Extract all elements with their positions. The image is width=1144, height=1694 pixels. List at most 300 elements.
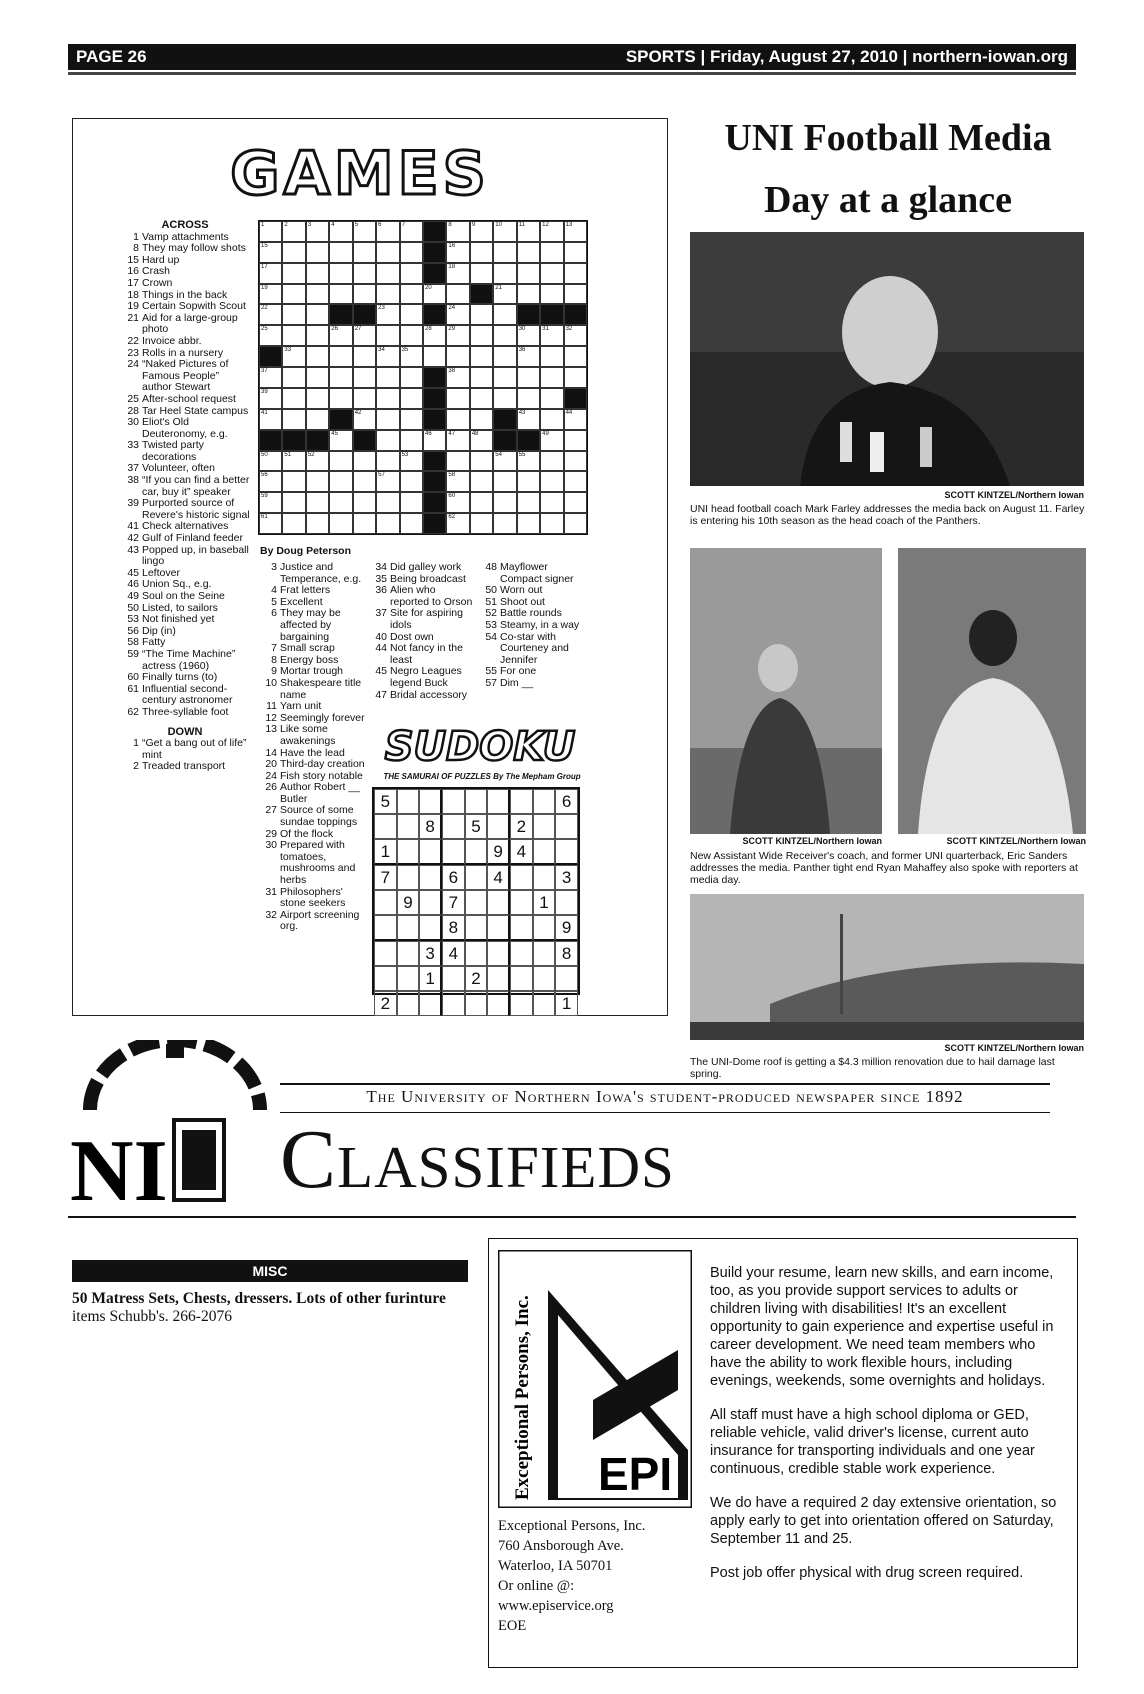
crossword-cell[interactable] bbox=[353, 451, 376, 472]
crossword-cell[interactable] bbox=[493, 451, 516, 472]
crossword-cell[interactable] bbox=[400, 304, 423, 325]
crossword-cell[interactable] bbox=[564, 284, 587, 305]
crossword-cell[interactable] bbox=[376, 221, 399, 242]
crossword-cell[interactable] bbox=[259, 325, 282, 346]
crossword-cell[interactable] bbox=[353, 263, 376, 284]
crossword-cell[interactable] bbox=[540, 388, 563, 409]
crossword-cell[interactable] bbox=[353, 242, 376, 263]
crossword-cell[interactable] bbox=[446, 284, 469, 305]
crossword-cell[interactable] bbox=[470, 471, 493, 492]
sudoku-cell[interactable] bbox=[555, 966, 578, 991]
sudoku-cell[interactable] bbox=[374, 814, 397, 839]
crossword-cell[interactable] bbox=[564, 430, 587, 451]
clue-text: Popped up, in baseball lingo bbox=[142, 543, 249, 568]
crossword-cell[interactable] bbox=[423, 284, 446, 305]
crossword-cell[interactable] bbox=[400, 451, 423, 472]
clue-text: Certain Sopwith Scout bbox=[142, 300, 246, 313]
crossword-cell[interactable] bbox=[400, 388, 423, 409]
sudoku-cell[interactable] bbox=[487, 991, 510, 1016]
crossword-cell[interactable] bbox=[282, 451, 305, 472]
crossword-cell[interactable] bbox=[564, 513, 587, 534]
sudoku-cell[interactable] bbox=[510, 966, 533, 991]
crossword-cell[interactable] bbox=[446, 471, 469, 492]
crossword-cell[interactable] bbox=[376, 325, 399, 346]
crossword-cell[interactable] bbox=[353, 388, 376, 409]
crossword-cell[interactable] bbox=[306, 451, 329, 472]
clue-number: 37 bbox=[375, 607, 387, 620]
masthead-tagline: The University of Northern Iowa's student-produced newspaper since 1892 bbox=[366, 1087, 964, 1106]
crossword-cell[interactable] bbox=[470, 451, 493, 472]
crossword-cell[interactable] bbox=[329, 492, 352, 513]
crossword-cell[interactable] bbox=[329, 388, 352, 409]
sudoku-cell[interactable] bbox=[374, 915, 397, 941]
sudoku-cell[interactable] bbox=[487, 789, 510, 814]
clue-text: Of the flock bbox=[280, 827, 334, 840]
sudoku-cell[interactable] bbox=[510, 789, 533, 814]
crossword-cell[interactable] bbox=[282, 513, 305, 534]
crossword-cell[interactable] bbox=[446, 367, 469, 388]
crossword-cell[interactable] bbox=[493, 263, 516, 284]
crossword-cell[interactable] bbox=[282, 367, 305, 388]
sudoku-cell[interactable] bbox=[510, 890, 533, 915]
sudoku-cell[interactable] bbox=[487, 915, 510, 941]
page-header-bar bbox=[68, 44, 1076, 70]
sudoku-cell[interactable] bbox=[510, 915, 533, 941]
crossword-cell[interactable] bbox=[470, 367, 493, 388]
crossword-cell[interactable] bbox=[400, 242, 423, 263]
sudoku-cell[interactable] bbox=[397, 789, 420, 814]
crossword-cell[interactable] bbox=[329, 242, 352, 263]
sudoku-cell[interactable] bbox=[533, 915, 556, 941]
clue-number: 53 bbox=[127, 613, 139, 626]
down-list-first bbox=[120, 738, 250, 773]
crossword-cell[interactable] bbox=[470, 430, 493, 451]
crossword-cell[interactable] bbox=[517, 346, 540, 367]
crossword-cell[interactable] bbox=[470, 492, 493, 513]
crossword-cell[interactable] bbox=[376, 263, 399, 284]
crossword-cell[interactable] bbox=[470, 409, 493, 430]
clue-text: Check alternatives bbox=[142, 520, 229, 533]
sudoku-cell: 4 bbox=[442, 941, 465, 966]
sudoku-cell[interactable] bbox=[533, 941, 556, 966]
crossword-cell[interactable] bbox=[423, 430, 446, 451]
crossword-cell[interactable] bbox=[306, 325, 329, 346]
crossword-cell[interactable] bbox=[517, 242, 540, 263]
crossword-cell[interactable] bbox=[353, 284, 376, 305]
crossword-cell[interactable] bbox=[540, 367, 563, 388]
crossword-cell[interactable] bbox=[400, 430, 423, 451]
crossword-cell[interactable] bbox=[564, 221, 587, 242]
clue-text: Yarn unit bbox=[280, 700, 322, 713]
clue-text: Battle rounds bbox=[500, 607, 562, 620]
crossword-cell[interactable] bbox=[540, 409, 563, 430]
crossword-cell-number: 55 bbox=[518, 451, 526, 458]
crossword-cell[interactable] bbox=[306, 388, 329, 409]
crossword-block bbox=[259, 430, 282, 451]
sudoku-cell[interactable] bbox=[419, 991, 442, 1016]
crossword-cell[interactable] bbox=[517, 284, 540, 305]
crossword-cell[interactable] bbox=[493, 388, 516, 409]
crossword-cell[interactable] bbox=[400, 346, 423, 367]
crossword-cell[interactable] bbox=[282, 471, 305, 492]
clue-text: Dip (in) bbox=[142, 624, 176, 637]
crossword-cell[interactable] bbox=[376, 451, 399, 472]
crossword-cell[interactable] bbox=[329, 367, 352, 388]
sudoku-cell[interactable] bbox=[442, 839, 465, 865]
crossword-cell[interactable] bbox=[517, 388, 540, 409]
crossword-cell[interactable] bbox=[446, 242, 469, 263]
crossword-cell[interactable] bbox=[306, 221, 329, 242]
sudoku-cell[interactable] bbox=[555, 814, 578, 839]
crossword-cell[interactable] bbox=[400, 263, 423, 284]
crossword-cell-number: 59 bbox=[261, 493, 268, 500]
sudoku-cell[interactable] bbox=[397, 865, 420, 890]
clue-text: Negro Leagues legend Buck bbox=[390, 665, 462, 689]
crossword-cell[interactable] bbox=[306, 284, 329, 305]
clue-text: Vamp attachments bbox=[142, 230, 229, 243]
crossword-cell[interactable] bbox=[470, 242, 493, 263]
sudoku-cell[interactable] bbox=[419, 915, 442, 941]
crossword-cell[interactable] bbox=[470, 221, 493, 242]
crossword-cell-number: 57 bbox=[378, 472, 385, 479]
crossword-cell[interactable] bbox=[329, 430, 352, 451]
crossword-cell[interactable] bbox=[376, 284, 399, 305]
sudoku-cell[interactable] bbox=[374, 890, 397, 915]
sudoku-cell[interactable] bbox=[465, 915, 488, 941]
epi-address bbox=[498, 1516, 698, 1636]
crossword-cell[interactable] bbox=[493, 304, 516, 325]
crossword-cell[interactable] bbox=[446, 325, 469, 346]
crossword-cell[interactable] bbox=[540, 284, 563, 305]
crossword-cell-number: 23 bbox=[378, 305, 385, 312]
crossword-cell[interactable] bbox=[470, 263, 493, 284]
crossword-clue bbox=[120, 336, 250, 348]
crossword-cell[interactable] bbox=[259, 513, 282, 534]
crossword-cell[interactable] bbox=[376, 409, 399, 430]
sudoku-cell[interactable] bbox=[555, 839, 578, 865]
sudoku-cell[interactable] bbox=[419, 890, 442, 915]
sudoku-cell[interactable] bbox=[465, 839, 488, 865]
clue-number: 55 bbox=[485, 665, 497, 678]
sudoku-cell[interactable] bbox=[419, 865, 442, 890]
sudoku-cell[interactable] bbox=[533, 991, 556, 1016]
crossword-cell[interactable] bbox=[259, 471, 282, 492]
clue-number: 42 bbox=[127, 532, 139, 545]
crossword-cell[interactable] bbox=[517, 263, 540, 284]
crossword-cell[interactable] bbox=[306, 513, 329, 534]
crossword-grid[interactable] bbox=[258, 220, 588, 535]
epi-address-line: Waterloo, IA 50701 bbox=[498, 1558, 613, 1574]
crossword-block bbox=[423, 471, 446, 492]
sudoku-cell[interactable] bbox=[555, 890, 578, 915]
crossword-block bbox=[423, 513, 446, 534]
clue-text: Like some awakenings bbox=[280, 723, 336, 747]
crossword-clue bbox=[258, 562, 366, 585]
crossword-cell[interactable] bbox=[446, 451, 469, 472]
sudoku-cell: 2 bbox=[465, 966, 488, 991]
clue-number: 19 bbox=[127, 300, 139, 313]
crossword-cell[interactable] bbox=[353, 346, 376, 367]
crossword-cell[interactable] bbox=[540, 346, 563, 367]
sudoku-cell[interactable] bbox=[397, 966, 420, 991]
sudoku-cell[interactable] bbox=[465, 789, 488, 814]
crossword-cell-number: 8 bbox=[448, 222, 452, 228]
sudoku-cell[interactable] bbox=[419, 839, 442, 865]
crossword-cell[interactable] bbox=[376, 242, 399, 263]
crossword-cell[interactable] bbox=[259, 492, 282, 513]
sudoku-cell[interactable] bbox=[397, 915, 420, 941]
crossword-cell[interactable] bbox=[517, 221, 540, 242]
crossword-clue bbox=[120, 591, 250, 603]
clue-number: 10 bbox=[265, 676, 277, 689]
crossword-cell[interactable] bbox=[540, 263, 563, 284]
crossword-cell[interactable] bbox=[353, 471, 376, 492]
photo4-credit: SCOTT KINTZEL/Northern Iowan bbox=[944, 1043, 1084, 1053]
crossword-cell[interactable] bbox=[517, 325, 540, 346]
sudoku-cell[interactable] bbox=[397, 941, 420, 966]
sudoku-cell[interactable] bbox=[374, 966, 397, 991]
crossword-cell[interactable] bbox=[353, 513, 376, 534]
crossword-cell[interactable] bbox=[446, 346, 469, 367]
crossword-cell[interactable] bbox=[564, 451, 587, 472]
sudoku-cell[interactable] bbox=[510, 865, 533, 890]
crossword-cell[interactable] bbox=[376, 513, 399, 534]
crossword-cell[interactable] bbox=[540, 325, 563, 346]
crossword-cell[interactable] bbox=[282, 242, 305, 263]
crossword-cell[interactable] bbox=[493, 242, 516, 263]
crossword-cell[interactable] bbox=[329, 346, 352, 367]
masthead-rule-top bbox=[280, 1083, 1050, 1085]
crossword-cell[interactable] bbox=[540, 242, 563, 263]
crossword-cell[interactable] bbox=[259, 221, 282, 242]
crossword-cell[interactable] bbox=[446, 409, 469, 430]
epi-para-4: Post job offer physical with drug screen required. bbox=[710, 1565, 1024, 1581]
crossword-cell[interactable] bbox=[517, 367, 540, 388]
crossword-cell[interactable] bbox=[259, 451, 282, 472]
crossword-cell[interactable] bbox=[400, 367, 423, 388]
crossword-cell[interactable] bbox=[470, 325, 493, 346]
crossword-cell[interactable] bbox=[282, 346, 305, 367]
crossword-cell[interactable] bbox=[540, 492, 563, 513]
clue-number: 44 bbox=[375, 642, 387, 655]
crossword-cell[interactable] bbox=[400, 221, 423, 242]
sudoku-cell[interactable] bbox=[465, 890, 488, 915]
sudoku-cell[interactable] bbox=[533, 865, 556, 890]
crossword-cell[interactable] bbox=[306, 367, 329, 388]
crossword-cell[interactable] bbox=[329, 284, 352, 305]
sudoku-cell: 1 bbox=[555, 991, 578, 1016]
crossword-cell[interactable] bbox=[259, 409, 282, 430]
crossword-cell[interactable] bbox=[493, 325, 516, 346]
crossword-cell-number: 17 bbox=[261, 263, 268, 270]
crossword-cell[interactable] bbox=[282, 263, 305, 284]
crossword-clue bbox=[120, 533, 250, 545]
sudoku-cell: 8 bbox=[555, 941, 578, 966]
crossword-clue bbox=[478, 678, 588, 690]
crossword-cell[interactable] bbox=[564, 263, 587, 284]
crossword-cell[interactable] bbox=[423, 325, 446, 346]
crossword-cell[interactable] bbox=[493, 284, 516, 305]
crossword-cell[interactable] bbox=[423, 346, 446, 367]
crossword-cell[interactable] bbox=[446, 492, 469, 513]
crossword-block bbox=[282, 430, 305, 451]
clue-text: After-school request bbox=[142, 392, 236, 405]
crossword-cell[interactable] bbox=[493, 221, 516, 242]
sudoku-cell[interactable] bbox=[533, 966, 556, 991]
crossword-cell[interactable] bbox=[282, 304, 305, 325]
crossword-cell[interactable] bbox=[329, 513, 352, 534]
crossword-cell[interactable] bbox=[376, 430, 399, 451]
crossword-cell[interactable] bbox=[446, 388, 469, 409]
sudoku-cell[interactable] bbox=[397, 814, 420, 839]
crossword-cell[interactable] bbox=[400, 471, 423, 492]
clue-number: 36 bbox=[375, 584, 387, 597]
crossword-clue bbox=[258, 643, 366, 655]
sudoku-cell[interactable] bbox=[533, 789, 556, 814]
sudoku-cell[interactable] bbox=[397, 839, 420, 865]
crossword-cell[interactable] bbox=[282, 325, 305, 346]
crossword-cell[interactable] bbox=[446, 263, 469, 284]
sudoku-cell[interactable] bbox=[397, 991, 420, 1016]
clue-text: Dim __ bbox=[500, 676, 534, 689]
crossword-cell[interactable] bbox=[564, 242, 587, 263]
crossword-cell[interactable] bbox=[306, 471, 329, 492]
crossword-cell[interactable] bbox=[353, 325, 376, 346]
crossword-cell[interactable] bbox=[259, 263, 282, 284]
crossword-cell[interactable] bbox=[446, 430, 469, 451]
crossword-cell[interactable] bbox=[517, 513, 540, 534]
crossword-cell[interactable] bbox=[400, 325, 423, 346]
crossword-cell[interactable] bbox=[564, 346, 587, 367]
sudoku-cell[interactable] bbox=[442, 966, 465, 991]
sudoku-cell[interactable] bbox=[487, 966, 510, 991]
classifieds-heading: Classifieds bbox=[280, 1113, 675, 1206]
sudoku-cell[interactable] bbox=[465, 991, 488, 1016]
crossword-cell[interactable] bbox=[517, 451, 540, 472]
sudoku-cell[interactable] bbox=[442, 814, 465, 839]
sudoku-cell[interactable] bbox=[442, 789, 465, 814]
crossword-cell[interactable] bbox=[470, 304, 493, 325]
sudoku-cell[interactable] bbox=[487, 814, 510, 839]
crossword-cell[interactable] bbox=[493, 346, 516, 367]
crossword-cell[interactable] bbox=[306, 492, 329, 513]
logo-letters: NI bbox=[70, 1123, 168, 1210]
crossword-cell[interactable] bbox=[470, 388, 493, 409]
crossword-cell[interactable] bbox=[282, 409, 305, 430]
crossword-cell[interactable] bbox=[329, 451, 352, 472]
crossword-cell[interactable] bbox=[376, 304, 399, 325]
crossword-cell[interactable] bbox=[353, 367, 376, 388]
crossword-cell[interactable] bbox=[282, 284, 305, 305]
clue-number: 3 bbox=[271, 561, 277, 573]
crossword-cell[interactable] bbox=[564, 409, 587, 430]
crossword-cell[interactable] bbox=[493, 367, 516, 388]
crossword-cell[interactable] bbox=[376, 367, 399, 388]
crossword-cell[interactable] bbox=[329, 263, 352, 284]
crossword-cell[interactable] bbox=[259, 242, 282, 263]
crossword-clue bbox=[120, 649, 250, 672]
sudoku-cell[interactable] bbox=[374, 941, 397, 966]
crossword-cell[interactable] bbox=[376, 346, 399, 367]
sudoku-cell[interactable] bbox=[465, 941, 488, 966]
crossword-cell[interactable] bbox=[353, 492, 376, 513]
crossword-cell[interactable] bbox=[259, 284, 282, 305]
sudoku-cell[interactable] bbox=[465, 865, 488, 890]
crossword-cell[interactable] bbox=[376, 471, 399, 492]
crossword-cell[interactable] bbox=[470, 513, 493, 534]
clue-number: 18 bbox=[127, 288, 139, 301]
crossword-cell[interactable] bbox=[376, 492, 399, 513]
crossword-cell[interactable] bbox=[540, 451, 563, 472]
crossword-cell[interactable] bbox=[446, 221, 469, 242]
crossword-cell[interactable] bbox=[493, 492, 516, 513]
crossword-cell[interactable] bbox=[564, 492, 587, 513]
sudoku-cell[interactable] bbox=[419, 789, 442, 814]
page-number: PAGE 26 bbox=[76, 47, 147, 66]
crossword-cell[interactable] bbox=[259, 388, 282, 409]
crossword-cell[interactable] bbox=[329, 221, 352, 242]
crossword-cell[interactable] bbox=[493, 471, 516, 492]
crossword-cell[interactable] bbox=[493, 513, 516, 534]
crossword-cell-number: 6 bbox=[378, 222, 382, 228]
crossword-cell[interactable] bbox=[306, 346, 329, 367]
crossword-cell[interactable] bbox=[400, 492, 423, 513]
crossword-cell[interactable] bbox=[564, 367, 587, 388]
crossword-cell[interactable] bbox=[540, 471, 563, 492]
crossword-cell[interactable] bbox=[306, 409, 329, 430]
crossword-cell[interactable] bbox=[446, 304, 469, 325]
crossword-cell[interactable] bbox=[564, 325, 587, 346]
crossword-cell[interactable] bbox=[282, 492, 305, 513]
clue-number: 57 bbox=[485, 676, 497, 689]
crossword-cell[interactable] bbox=[353, 409, 376, 430]
crossword-cell[interactable] bbox=[517, 409, 540, 430]
sudoku-cell[interactable] bbox=[442, 991, 465, 1016]
sudoku-cell[interactable] bbox=[510, 991, 533, 1016]
crossword-cell[interactable] bbox=[306, 304, 329, 325]
sudoku-cell[interactable] bbox=[510, 941, 533, 966]
sudoku-cell[interactable] bbox=[487, 890, 510, 915]
crossword-cell[interactable] bbox=[282, 388, 305, 409]
crossword-cell[interactable] bbox=[353, 221, 376, 242]
crossword-cell[interactable] bbox=[282, 221, 305, 242]
sudoku-grid[interactable] bbox=[372, 787, 580, 1013]
sudoku-cell[interactable] bbox=[533, 814, 556, 839]
sudoku-cell: 8 bbox=[419, 814, 442, 839]
crossword-cell[interactable] bbox=[259, 367, 282, 388]
sudoku-cell[interactable] bbox=[533, 839, 556, 865]
crossword-cell[interactable] bbox=[446, 513, 469, 534]
crossword-cell[interactable] bbox=[400, 513, 423, 534]
sudoku-cell[interactable] bbox=[487, 941, 510, 966]
crossword-cell[interactable] bbox=[400, 409, 423, 430]
sudoku-cell: 9 bbox=[397, 890, 420, 915]
crossword-cell[interactable] bbox=[470, 346, 493, 367]
crossword-cell[interactable] bbox=[517, 492, 540, 513]
crossword-cell[interactable] bbox=[329, 471, 352, 492]
crossword-cell[interactable] bbox=[540, 221, 563, 242]
crossword-cell[interactable] bbox=[376, 388, 399, 409]
crossword-cell[interactable] bbox=[400, 284, 423, 305]
crossword-cell[interactable] bbox=[540, 430, 563, 451]
crossword-cell[interactable] bbox=[540, 513, 563, 534]
crossword-cell[interactable] bbox=[306, 263, 329, 284]
crossword-cell[interactable] bbox=[259, 304, 282, 325]
crossword-cell[interactable] bbox=[329, 325, 352, 346]
crossword-cell[interactable] bbox=[517, 471, 540, 492]
crossword-cell[interactable] bbox=[564, 471, 587, 492]
crossword-cell[interactable] bbox=[306, 242, 329, 263]
